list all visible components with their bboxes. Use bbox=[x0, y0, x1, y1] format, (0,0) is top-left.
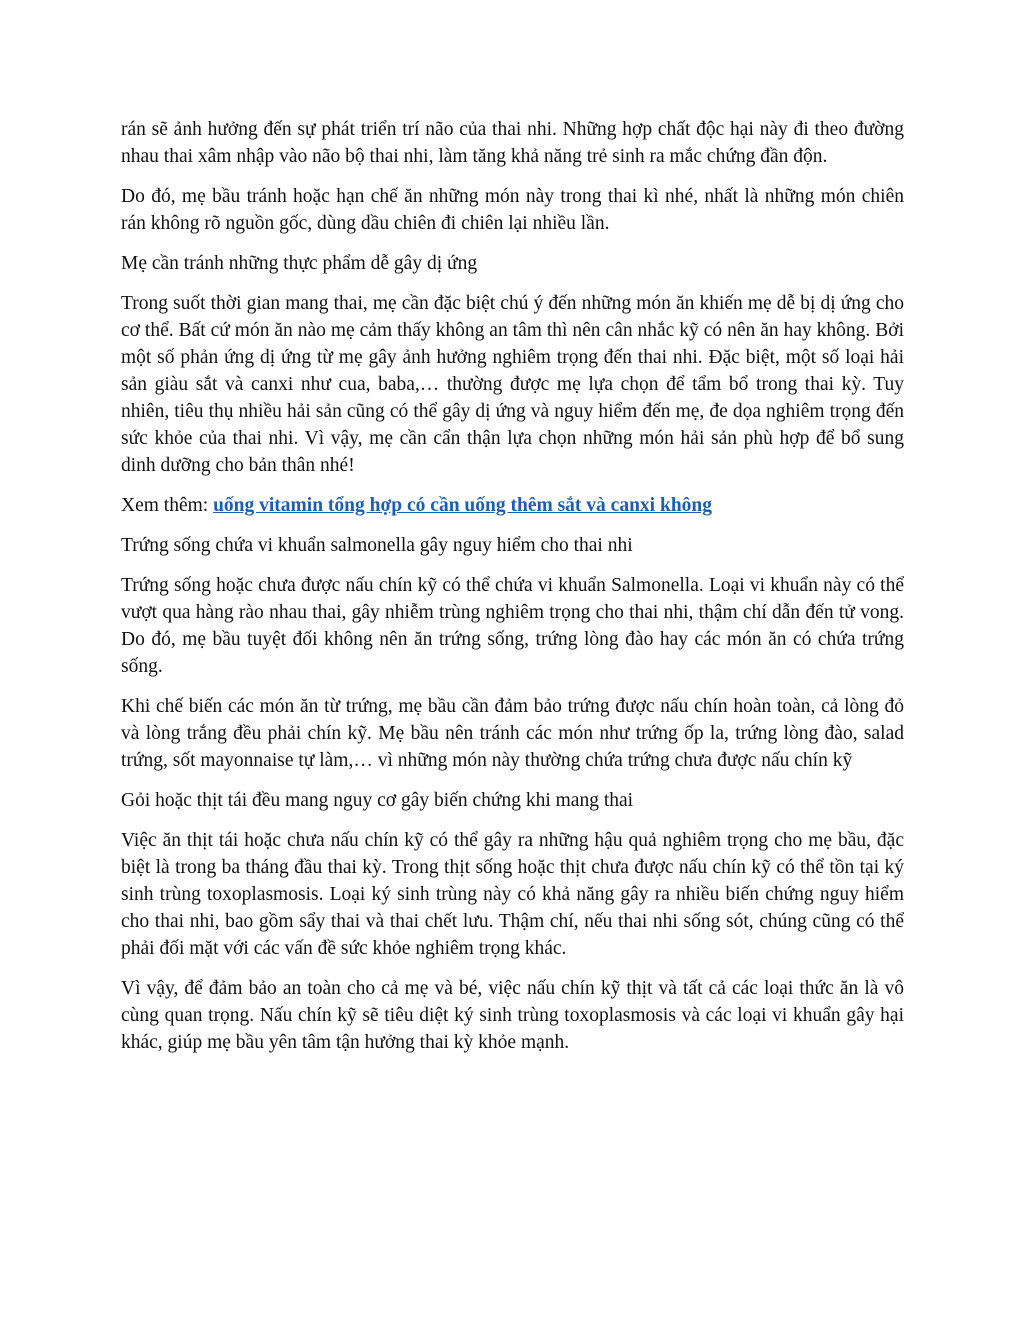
see-also-link[interactable]: uống vitamin tổng hợp có cần uống thêm sắt và canxi không bbox=[213, 495, 713, 516]
see-also-prefix: Xem thêm: bbox=[121, 495, 214, 516]
section-heading-allergy: Mẹ cần tránh những thực phẩm dễ gây dị ứng bbox=[121, 253, 478, 274]
paragraph-avoid-fried-food: Do đó, mẹ bầu tránh hoặc hạn chế ăn những món này trong thai kì nhé, nhất là những món chiên rán không rõ nguồn gốc, dùng dầu chiên đi chiên lại nhiều lần. bbox=[121, 186, 904, 234]
paragraph-egg-cooking: Khi chế biến các món ăn từ trứng, mẹ bầu cần đảm bảo trứng được nấu chín hoàn toàn, cả lòng đỏ và lòng trắng đều phải chín kỹ. Mẹ bầu nên tránh các món như trứng ốp la, trứng lòng đào, salad trứng, sốt mayonnaise tự làm,… vì những món này thường chứa trứng chưa được nấu chín kỹ bbox=[121, 696, 904, 771]
paragraph-cook-thoroughly: Vì vậy, để đảm bảo an toàn cho cả mẹ và bé, việc nấu chín kỹ thịt và tất cả các loại thức ăn là vô cùng quan trọng. Nấu chín kỹ sẽ tiêu diệt ký sinh trùng toxoplasmosis và các loại vi khuẩn gây hại khác, giúp mẹ bầu yên tâm tận hưởng thai kỳ khỏe mạnh. bbox=[121, 978, 904, 1053]
paragraph-fried-food-effects: rán sẽ ảnh hưởng đến sự phát triển trí não của thai nhi. Những hợp chất độc hại này đi theo đường nhau thai xâm nhập vào não bộ thai nhi, làm tăng khả năng trẻ sinh ra mắc chứng đần độn. bbox=[121, 119, 904, 167]
see-also-line bbox=[121, 492, 904, 519]
paragraph-salmonella: Trứng sống hoặc chưa được nấu chín kỹ có thể chứa vi khuẩn Salmonella. Loại vi khuẩn này có thể vượt qua hàng rào nhau thai, gây nhiễm trùng nghiêm trọng cho thai nhi, thậm chí dẫn đến tử vong. Do đó, mẹ bầu tuyệt đối không nên ăn trứng sống, trứng lòng đào hay các món ăn có chứa trứng sống. bbox=[121, 575, 904, 677]
section-heading-raw-eggs: Trứng sống chứa vi khuẩn salmonella gây nguy hiểm cho thai nhi bbox=[121, 535, 633, 556]
section-heading-raw-meat: Gỏi hoặc thịt tái đều mang nguy cơ gây biến chứng khi mang thai bbox=[121, 790, 634, 811]
paragraph-toxoplasmosis: Việc ăn thịt tái hoặc chưa nấu chín kỹ có thể gây ra những hậu quả nghiêm trọng cho mẹ bầu, đặc biệt là trong ba tháng đầu thai kỳ. Trong thịt sống hoặc thịt chưa được nấu chín kỹ có thể tồn tại ký sinh trùng toxoplasmosis. Loại ký sinh trùng này có khả năng gây ra nhiều biến chứng nguy hiểm cho thai nhi, bao gồm sẩy thai và thai chết lưu. Thậm chí, nếu thai nhi sống sót, chúng cũng có thể phải đối mặt với các vấn đề sức khỏe nghiêm trọng khác. bbox=[121, 830, 904, 959]
paragraph-allergy-foods: Trong suốt thời gian mang thai, mẹ cần đặc biệt chú ý đến những món ăn khiến mẹ dễ bị dị ứng cho cơ thể. Bất cứ món ăn nào mẹ cảm thấy không an tâm thì nên cân nhắc kỹ có nên ăn hay không. Bởi một số phản ứng dị ứng từ mẹ gây ảnh hưởng nghiêm trọng đến thai nhi. Đặc biệt, một số loại hải sản giàu sắt và canxi như cua, baba,… thường được mẹ lựa chọn để tẩm bổ trong thai kỳ. Tuy nhiên, tiêu thụ nhiều hải sản cũng có thể gây dị ứng và nguy hiểm đến mẹ, đe dọa nghiêm trọng đến sức khỏe của thai nhi. Vì vậy, mẹ cần cẩn thận lựa chọn những món hải sản phù hợp để bổ sung dinh dưỡng cho bản thân nhé! bbox=[121, 293, 904, 476]
document-body bbox=[121, 116, 904, 1069]
